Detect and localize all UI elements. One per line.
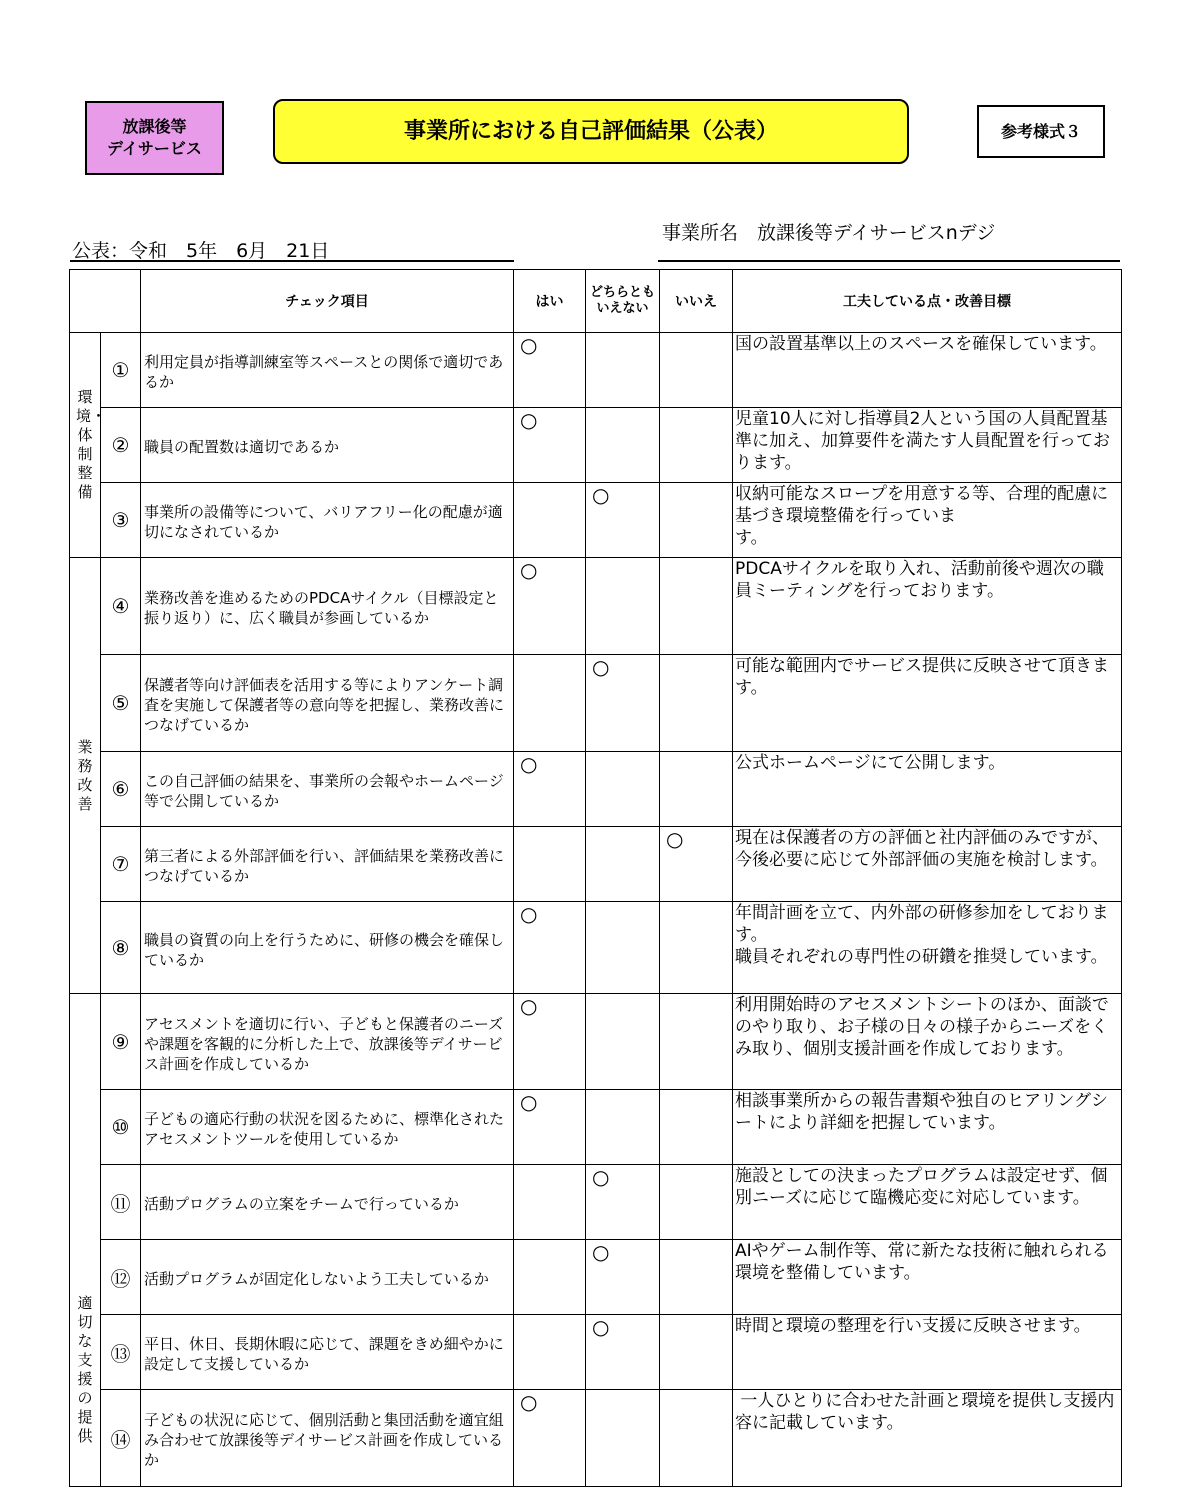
category-business-improvement-label: 業務改善 xyxy=(77,737,93,813)
answer-neither-cell xyxy=(586,558,660,655)
answer-no-cell xyxy=(660,752,733,827)
answer-no-cell xyxy=(660,333,733,408)
item-number: ⑭ xyxy=(101,1390,141,1487)
office-name-underline xyxy=(658,260,1120,262)
header-check-item: チェック項目 xyxy=(141,270,514,333)
item-number: ⑧ xyxy=(101,902,141,994)
table-header-row xyxy=(70,270,1122,333)
circle-mark: ○ xyxy=(520,902,538,926)
answer-no-cell xyxy=(660,902,733,994)
item-number: ⑪ xyxy=(101,1165,141,1240)
answer-no-cell xyxy=(660,408,733,483)
answer-neither-cell xyxy=(586,655,660,752)
service-type-line2: デイサービス xyxy=(107,139,202,158)
circle-mark: ○ xyxy=(592,655,610,679)
page-title: 事業所における自己評価結果（公表） xyxy=(273,99,909,164)
answer-neither-cell xyxy=(586,752,660,827)
check-item-question: 保護者等向け評価表を活用する等によりアンケート調査を実施して保護者等の意向等を把握し、業務改善につなげているか xyxy=(141,655,514,752)
table-row xyxy=(70,1090,1122,1165)
table-row xyxy=(70,483,1122,558)
circle-mark: ○ xyxy=(592,1165,610,1189)
office-name-line xyxy=(662,218,995,245)
publish-date: 公表：令和 5年 6月 21日 xyxy=(72,240,330,262)
category-business-improvement xyxy=(70,558,101,994)
table-row xyxy=(70,1240,1122,1315)
item-number: ④ xyxy=(101,558,141,655)
header-blank-cell xyxy=(70,270,141,333)
improvement-comment: 相談事業所からの報告書類や独自のヒアリングシートにより詳細を把握しています。 xyxy=(733,1090,1122,1165)
check-item-question: アセスメントを適切に行い、子どもと保護者のニーズや課題を客観的に分析した上で、放課後等デイサービス計画を作成しているか xyxy=(141,994,514,1090)
answer-no-cell xyxy=(660,655,733,752)
answer-no-cell xyxy=(660,1390,733,1487)
improvement-comment: PDCAサイクルを取り入れ、活動前後や週次の職員ミーティングを行っております。 xyxy=(733,558,1122,655)
answer-yes-cell xyxy=(514,483,586,558)
improvement-comment: 可能な範囲内でサービス提供に反映させて頂きます。 xyxy=(733,655,1122,752)
circle-mark: ○ xyxy=(520,333,538,357)
answer-yes-cell xyxy=(514,994,586,1090)
improvement-comment: 一人ひとりに合わせた計画と環境を提供し支援内容に記載しています。 xyxy=(733,1390,1122,1487)
answer-neither-cell xyxy=(586,1165,660,1240)
answer-yes-cell xyxy=(514,1240,586,1315)
header-no: いいえ xyxy=(660,270,733,333)
circle-mark: ○ xyxy=(520,408,538,432)
item-number: ① xyxy=(101,333,141,408)
improvement-comment: 公式ホームページにて公開します。 xyxy=(733,752,1122,827)
improvement-comment: 児童10人に対し指導員2人という国の人員配置基準に加え、加算要件を満たす人員配置を行っております。 xyxy=(733,408,1122,483)
item-number: ② xyxy=(101,408,141,483)
check-item-question: 活動プログラムの立案をチームで行っているか xyxy=(141,1165,514,1240)
table-row xyxy=(70,558,1122,655)
improvement-comment: 国の設置基準以上のスペースを確保しています。 xyxy=(733,333,1122,408)
answer-no-cell xyxy=(660,558,733,655)
item-number: ⑬ xyxy=(101,1315,141,1390)
circle-mark: ○ xyxy=(592,1315,610,1339)
answer-no-cell xyxy=(660,483,733,558)
circle-mark: ○ xyxy=(666,827,684,851)
office-label: 事業所名 xyxy=(662,222,739,244)
circle-mark: ○ xyxy=(520,558,538,582)
table-row xyxy=(70,902,1122,994)
table-row xyxy=(70,1315,1122,1390)
answer-yes-cell xyxy=(514,1315,586,1390)
answer-yes-cell xyxy=(514,1165,586,1240)
table-row xyxy=(70,994,1122,1090)
answer-neither-cell xyxy=(586,333,660,408)
category-environment-label: 環境・体制整備 xyxy=(76,388,107,501)
item-number: ⑫ xyxy=(101,1240,141,1315)
answer-yes-cell xyxy=(514,558,586,655)
improvement-comment: 施設としての決まったプログラムは設定せず、個別ニーズに応じて臨機応変に対応しています。 xyxy=(733,1165,1122,1240)
self-evaluation-table xyxy=(69,269,1122,1487)
category-environment xyxy=(70,333,107,558)
check-item-question: 活動プログラムが固定化しないよう工夫しているか xyxy=(141,1240,514,1315)
publish-date-underline xyxy=(70,260,514,262)
circle-mark: ○ xyxy=(520,1390,538,1414)
answer-no-cell xyxy=(660,1165,733,1240)
improvement-comment: 現在は保護者の方の評価と社内評価のみですが、今後必要に応じて外部評価の実施を検討します。 xyxy=(733,827,1122,902)
answer-no-cell xyxy=(660,1090,733,1165)
answer-neither-cell xyxy=(586,408,660,483)
table-row xyxy=(70,655,1122,752)
answer-neither-cell xyxy=(586,1390,660,1487)
table-row xyxy=(70,408,1122,483)
header-comments: 工夫している点・改善目標 xyxy=(733,270,1122,333)
table-row xyxy=(70,333,1122,408)
item-number: ⑤ xyxy=(101,655,141,752)
circle-mark: ○ xyxy=(520,752,538,776)
item-number: ⑥ xyxy=(101,752,141,827)
answer-yes-cell xyxy=(514,752,586,827)
improvement-comment: 利用開始時のアセスメントシートのほか、面談でのやり取り、お子様の日々の様子からニーズをくみ取り、個別支援計画を作成しております。 xyxy=(733,994,1122,1090)
circle-mark: ○ xyxy=(592,483,610,507)
improvement-comment: 年間計画を立て、内外部の研修参加をしております。 職員それぞれの専門性の研鑽を推奨しています。 xyxy=(733,902,1122,994)
service-type-badge xyxy=(85,101,224,175)
answer-yes-cell xyxy=(514,827,586,902)
answer-no-cell xyxy=(660,994,733,1090)
reference-form-label: 参考様式３ xyxy=(977,105,1105,158)
check-item-question: 職員の配置数は適切であるか xyxy=(141,408,514,483)
answer-neither-cell xyxy=(586,827,660,902)
circle-mark: ○ xyxy=(520,1090,538,1114)
answer-yes-cell xyxy=(514,1090,586,1165)
item-number: ③ xyxy=(101,483,141,558)
check-item-question: 子どもの適応行動の状況を図るために、標準化されたアセスメントツールを使用しているか xyxy=(141,1090,514,1165)
improvement-comment: 収納可能なスロープを用意する等、合理的配慮に基づき環境整備を行っていま す。 xyxy=(733,483,1122,558)
check-item-question: この自己評価の結果を、事業所の会報やホームページ等で公開しているか xyxy=(141,752,514,827)
table-row xyxy=(70,827,1122,902)
header-neither xyxy=(586,270,660,333)
answer-no-cell xyxy=(660,1315,733,1390)
check-item-question: 利用定員が指導訓練室等スペースとの関係で適切であるか xyxy=(141,333,514,408)
item-number: ⑨ xyxy=(101,994,141,1090)
answer-yes-cell xyxy=(514,1390,586,1487)
circle-mark: ○ xyxy=(592,1240,610,1264)
check-item-question: 子どもの状況に応じて、個別活動と集団活動を適宜組み合わせて放課後等デイサービス計画を作成しているか xyxy=(141,1390,514,1487)
item-number: ⑩ xyxy=(101,1090,141,1165)
answer-no-cell xyxy=(660,827,733,902)
service-type-line1: 放課後等 xyxy=(122,117,187,136)
answer-yes-cell xyxy=(514,902,586,994)
answer-neither-cell xyxy=(586,902,660,994)
answer-neither-cell xyxy=(586,994,660,1090)
table-row xyxy=(70,1165,1122,1240)
check-item-question: 平日、休日、長期休暇に応じて、課題をきめ細やかに設定して支援しているか xyxy=(141,1315,514,1390)
category-appropriate-support xyxy=(70,994,101,1487)
answer-neither-cell xyxy=(586,1090,660,1165)
answer-neither-cell xyxy=(586,1315,660,1390)
check-item-question: 第三者による外部評価を行い、評価結果を業務改善につなげているか xyxy=(141,827,514,902)
check-item-question: 職員の資質の向上を行うために、研修の機会を確保しているか xyxy=(141,902,514,994)
answer-yes-cell xyxy=(514,333,586,408)
check-item-question: 事業所の設備等について、バリアフリー化の配慮が適切になされているか xyxy=(141,483,514,558)
header-neither-line2: いえない xyxy=(596,301,649,316)
answer-no-cell xyxy=(660,1240,733,1315)
answer-neither-cell xyxy=(586,483,660,558)
check-item-question: 業務改善を進めるためのPDCAサイクル（目標設定と振り返り）に、広く職員が参画しているか xyxy=(141,558,514,655)
answer-yes-cell xyxy=(514,408,586,483)
improvement-comment: 時間と環境の整理を行い支援に反映させます。 xyxy=(733,1315,1122,1390)
table-row xyxy=(70,752,1122,827)
table-row xyxy=(70,1390,1122,1487)
improvement-comment: AIやゲーム制作等、常に新たな技術に触れられる環境を整備しています。 xyxy=(733,1240,1122,1315)
circle-mark: ○ xyxy=(520,994,538,1018)
office-name: 放課後等デイサービスnデジ xyxy=(757,222,996,244)
category-appropriate-support-label: 適切な支援の提供 xyxy=(77,1294,93,1445)
item-number: ⑦ xyxy=(101,827,141,902)
header-neither-line1: どちらとも xyxy=(589,285,655,300)
answer-neither-cell xyxy=(586,1240,660,1315)
answer-yes-cell xyxy=(514,655,586,752)
header-yes: はい xyxy=(514,270,586,333)
